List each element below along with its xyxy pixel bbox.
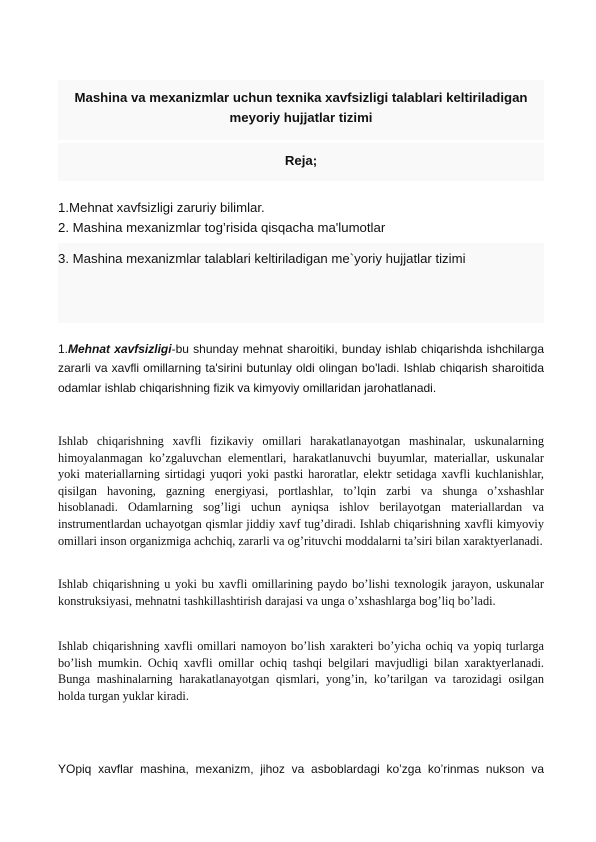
- intro-paragraph: [58, 340, 544, 398]
- document-title: Mashina va mexanizmlar uchun texnika xavfsizligi talablari keltiriladigan meyoriy hujjatlar tizimi: [74, 90, 528, 125]
- body-paragraph-2: Ishlab chiqarishning u yoki bu xavfli omillarining paydo bo’lishi texnologik jarayon, uskunalar konstruksiyasi, mehnatni tashkillashtirish darajasi va unga o’xshashlarga bog’liq bo’ladi.: [58, 577, 544, 608]
- intro-text: -bu shunday mehnat sharoitiki, bunday ishlab chiqarishda ishchilarga zararli va xavfli omillarning ta'sirini butunlay oldi olingan bo'ladi. Ishlab chiqarish sharoitida odamlar ishlab chiqarishning fizik va kimyoviy omillaridan jarohatlanadi.: [58, 342, 544, 395]
- intro-number: 1.: [58, 342, 69, 356]
- body-paragraph-3: Ishlab chiqarishning xavfli omillari namoyon bo’lish xarakteri bo’yicha ochiq va yopiq turlarga bo’lish mumkin. Ochiq xavfli omillar ochiq tashqi belgilari mavjudligi bilan xaraktyerlanadi. Bunga mashinalarning harakatlanayotgan qismlari, yong’in, ko’tarilgan va tarozidagi osilgan holda turgan yuklar kiradi.: [58, 639, 544, 703]
- intro-term: Mehnat xavfsizligi: [68, 342, 172, 356]
- body-paragraph-4-first-line: YOpiq xavflar mashina, mexanizm, jihoz va asboblardagi ko’zga ko’rinmas nukson va: [58, 762, 544, 776]
- body-paragraph-1: Ishlab chiqarishning xavfli fizikaviy omillari harakatlanayotgan mashinalar, uskunalarning himoyalanmagan ko’zgaluvchan elementlari, harakatlanuvchi buyumlar, materiallar, uskunalar yoki materiallarning sirtidagi yuqori yoki pastki haroratlar, elektr setidaga xavfli kuchlanishlar, qisilgan havoning, gazning energiyasi, portlashlar, to’lqin zarbi va shunga o’xshashlar hisoblanadi. Odamlarning sog’ligi uchun ayniqsa ishlov berilayotgan materiallardan va instrumentlardan uchayotgan qismlar jiddiy xavf tug’diradi. Ishlab chiqarishning xavfli kimyoviy omillari inson organizmiga achchiq, zararli va og’rituvchi moddalarni ta’siri bilan xaraktyerlanadi.: [58, 434, 544, 548]
- plan-item-1: 1.Mehnat xavfsizligi zaruriy bilimlar.: [58, 200, 265, 215]
- plan-item-2: 2. Mashina mexanizmlar tog’risida qisqacha ma'lumotlar: [58, 220, 386, 235]
- plan-item-3: 3. Mashina mexanizmlar talablari keltiriladigan me`yoriy hujjatlar tizimi: [58, 251, 466, 266]
- plan-heading: Reja;: [284, 153, 318, 168]
